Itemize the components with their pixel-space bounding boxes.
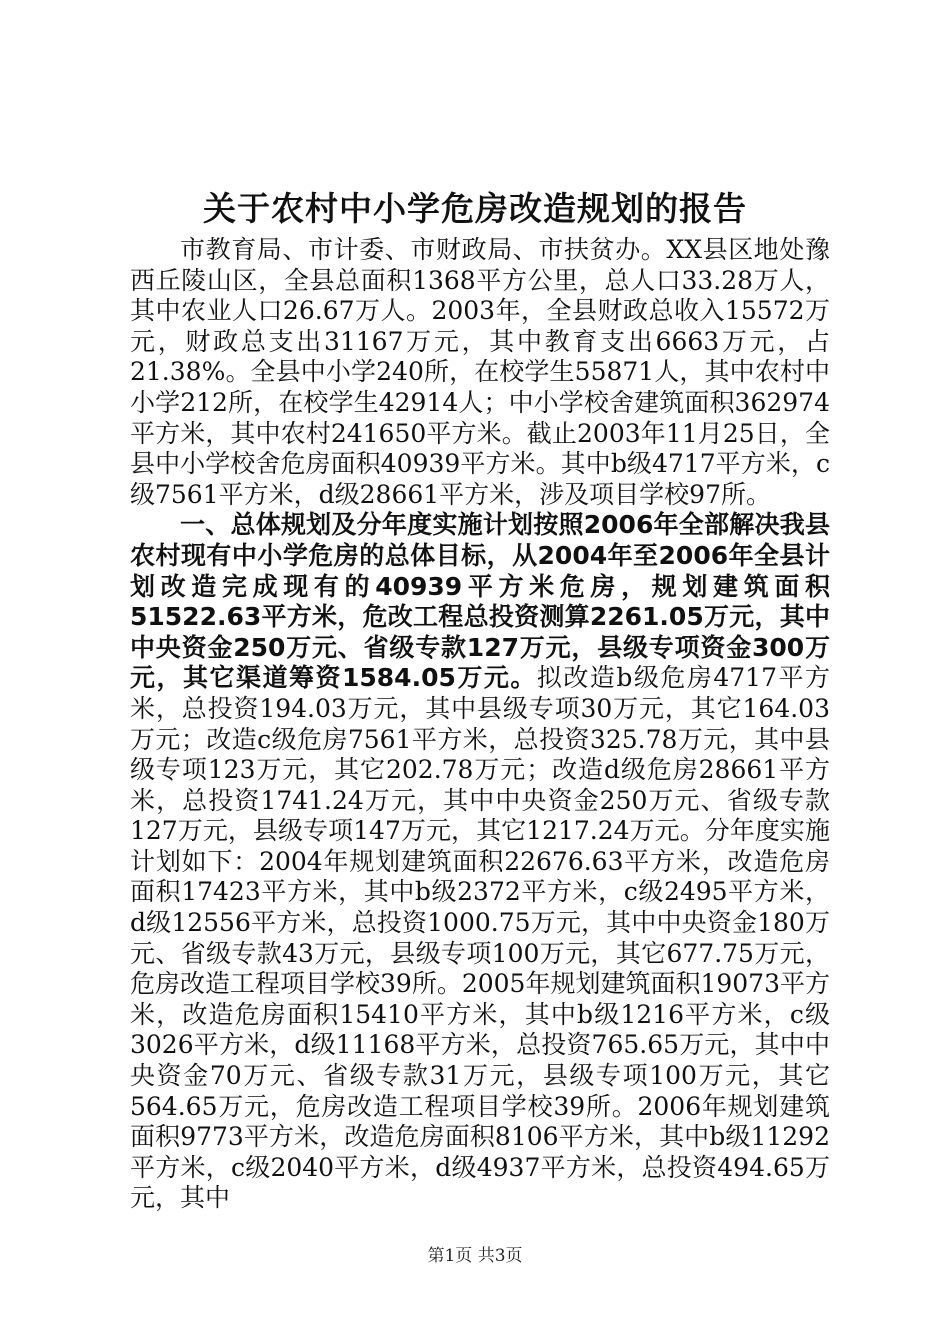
section-one-heading: 一、总体规划及分年度实施计划按照2006年全部解决我县农村现有中小学危房的总体目标，从2004年至2006年全县计划改造完成现有的40939平方米危房，规划建筑面积51522.63平方米，危改工程总投资测算2261.05万元，其中中央资金250万元、省级专款127万元，县级专项资金300万元，其它渠道筹资1584.05万元。 xyxy=(130,510,830,693)
page-number: 第1页 共3页 xyxy=(427,1246,523,1266)
paragraph-intro xyxy=(130,235,830,510)
document-body xyxy=(130,235,830,1214)
section-one-text: 拟改造b级危房4717平方米，总投资194.03万元，其中县级专项30万元，其它164.03万元；改造c级危房7561平方米，总投资325.78万元，其中县级专项123万元，其它202.78万元；改造d级危房28661平方米，总投资1741.24万元，其中中央资金250万元、省级专款127万元，县级专项147万元，其它1217.24万元。分年度实施计划如下：2004年规划建筑面积22676.63平方米，改造危房面积17423平方米，其中b级2372平方米，c级2495平方米，d级12556平方米，总投资1000.75万元，其中中央资金180万元、省级专款43万元，县级专项100万元，其它677.75万元，危房改造工程项目学校39所。2005年规划建筑面积19073平方米，改造危房面积15410平方米，其中b级1216平方米，c级3026平方米，d级11168平方米，总投资765.65万元，其中中央资金70万元、省级专款31万元，县级专项100万元，其它564.65万元，危房改造工程项目学校39所。2006年规划建筑面积9773平方米，改造危房面积8106平方米，其中b级11292平方米，c级2040平方米，d级4937平方米，总投资494.65万元，其中 xyxy=(130,663,830,1213)
paragraph-section-one xyxy=(130,510,830,1214)
paragraph-intro-text: 市教育局、市计委、市财政局、市扶贫办。XX县区地处豫西丘陵山区，全县总面积1368平方公里，总人口33.28万人，其中农业人口26.67万人。2003年，全县财政总收入15572万元，财政总支出31167万元，其中教育支出6663万元，占21.38%。全县中小学240所，在校学生55871人，其中农村中小学212所，在校学生42914人；中小学校舍建筑面积362974平方米，其中农村241650平方米。截止2003年11月25日，全县中小学校舍危房面积40939平方米。其中b级4717平方米，c级7561平方米，d级28661平方米，涉及项目学校97所。 xyxy=(130,235,830,509)
document-title: 关于农村中小学危房改造规划的报告 xyxy=(203,189,747,228)
